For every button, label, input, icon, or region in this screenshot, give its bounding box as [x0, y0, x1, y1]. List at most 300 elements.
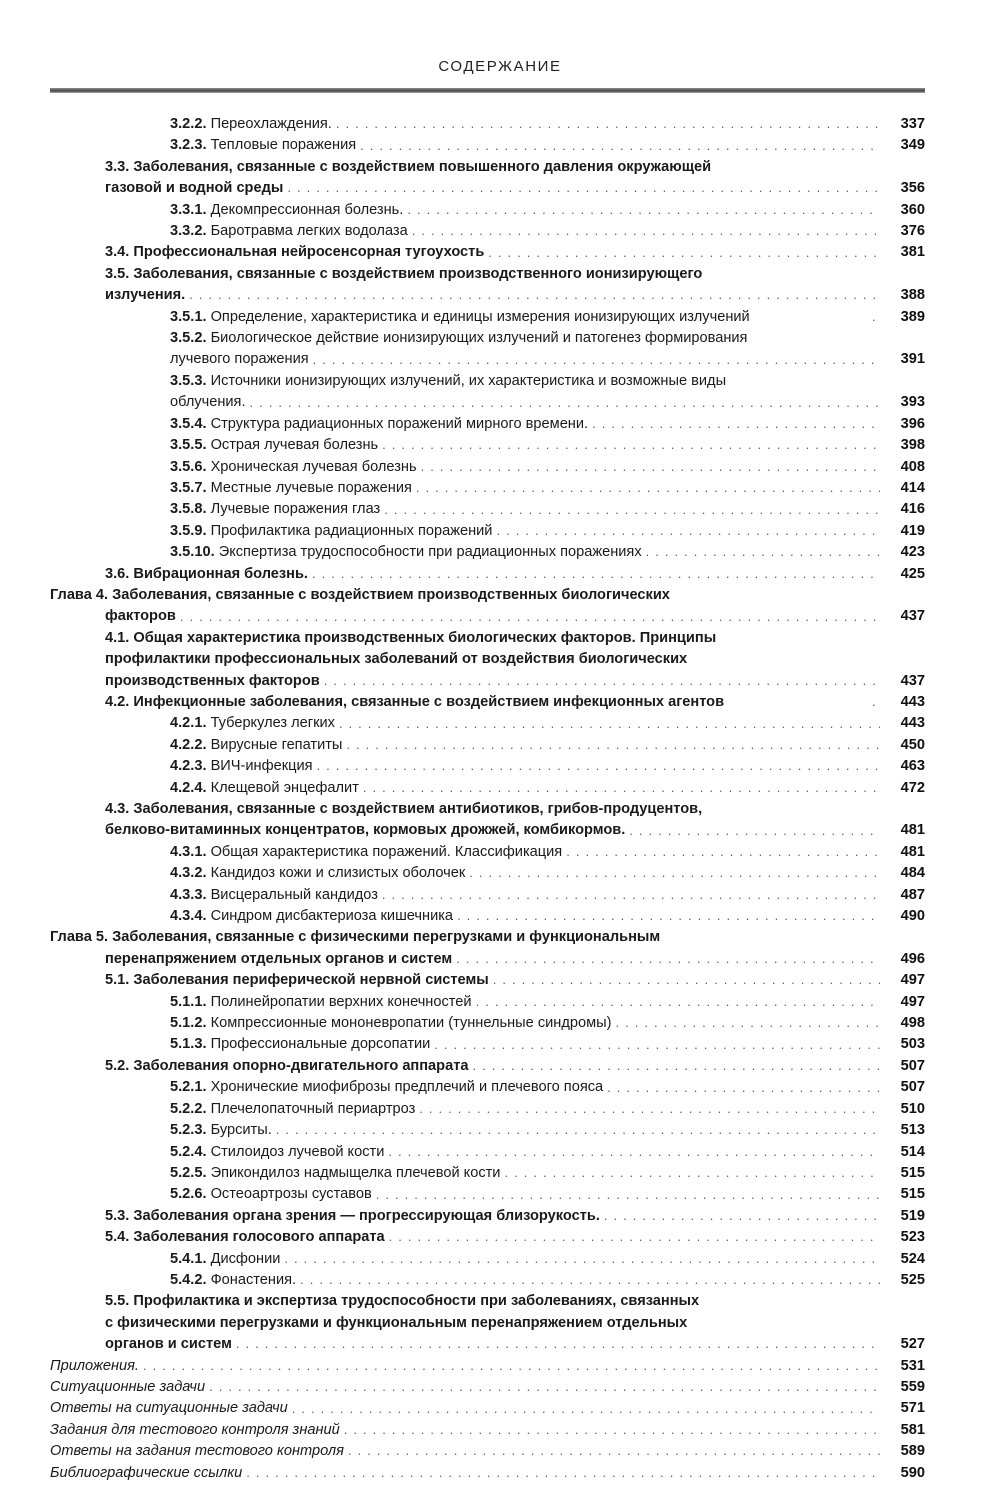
toc-entry-text: Заболевания, связанные с воздействием повышенного давления окружающей: [133, 158, 712, 175]
toc-entry-text: Кандидоз кожи и слизистых оболочек: [210, 865, 466, 882]
toc-leader-dots: [407, 206, 880, 221]
toc-entry[interactable]: [50, 1377, 925, 1398]
toc-entry[interactable]: [50, 1334, 925, 1355]
toc-entry-label: [170, 371, 726, 392]
toc-entry-label: [105, 671, 320, 692]
toc-entry-label: [105, 949, 452, 970]
toc-page-number: 525: [900, 1271, 925, 1288]
toc-leader-dots: [180, 613, 880, 628]
toc-entry-number: 3.5.3.: [170, 372, 207, 389]
toc-leader-dots: [646, 549, 880, 564]
toc-entry-label: [170, 114, 332, 135]
toc-entry-label: [105, 1334, 232, 1355]
toc-leader-dots: [419, 1106, 880, 1121]
toc-entry[interactable]: [50, 1441, 925, 1462]
toc-entry-text: Баротравма легких водолаза: [210, 223, 408, 240]
toc-entry[interactable]: [50, 157, 925, 178]
toc-page-number: 514: [900, 1143, 925, 1160]
toc-leader-dots: [236, 1341, 880, 1356]
toc-leader-dots: [388, 1148, 880, 1163]
toc-entry-label: [105, 264, 702, 285]
toc-entry-text: Структура радиационных поражений мирного времени.: [210, 415, 589, 432]
toc-entry-label: [105, 820, 625, 841]
toc-entry-label: [50, 585, 670, 606]
toc-page-number: 519: [900, 1207, 925, 1224]
toc-leader-dots: [592, 421, 880, 436]
toc-entry-number: 4.3.2.: [170, 865, 207, 882]
toc-entry-number: 5.4.1.: [170, 1250, 207, 1267]
toc-entry[interactable]: [50, 799, 925, 820]
toc-entry-number: 3.6.: [105, 565, 130, 582]
toc-entry[interactable]: [50, 135, 925, 156]
toc-entry[interactable]: [50, 264, 925, 285]
toc-entry-number: 3.2.3.: [170, 137, 207, 154]
toc-leader-dots: [434, 1041, 880, 1056]
toc-leader-dots: [382, 891, 880, 906]
toc-entry-number: 5.2.3.: [170, 1122, 207, 1139]
toc-entry-number: 3.4.: [105, 244, 130, 261]
toc-entry-number: 5.5.: [105, 1293, 130, 1310]
toc-entry-label: [105, 1313, 687, 1334]
toc-entry-text: Ответы на задания тестового контроля: [50, 1443, 344, 1460]
toc-leader-dots: [317, 763, 880, 778]
toc-entry-text: факторов: [105, 608, 176, 625]
toc-entry[interactable]: [50, 1291, 925, 1312]
toc-entry-text: Определение, характеристика и единицы измерения ионизирующих излучений: [210, 308, 750, 325]
toc-leader-dots: [607, 1084, 880, 1099]
toc-leader-dots: [324, 677, 880, 692]
toc-page-number: 463: [900, 758, 925, 775]
toc-entry-label: [170, 221, 408, 242]
toc-entry-label: [50, 1441, 344, 1462]
toc-entry-number: 3.3.1.: [170, 201, 207, 218]
toc-entry-text: Лучевые поражения глаз: [210, 501, 381, 518]
toc-leader-dots: [384, 506, 880, 521]
toc-entry-number: 3.5.2.: [170, 330, 207, 347]
toc-leader-dots: [360, 142, 880, 157]
toc-entry-label: [105, 285, 185, 306]
toc-entry-text: Клещевой энцефалит: [210, 779, 359, 796]
toc-page-number: 437: [900, 608, 925, 625]
toc-entry[interactable]: [50, 927, 925, 948]
toc-entry[interactable]: [50, 521, 925, 542]
toc-entry-number: 3.5.4.: [170, 415, 207, 432]
toc-entry[interactable]: [50, 649, 925, 670]
toc-entry[interactable]: [50, 499, 925, 520]
toc-entry-label: [50, 1463, 242, 1484]
toc-page-number: 391: [900, 351, 925, 368]
toc-entry-number: 3.5.8.: [170, 501, 207, 518]
toc-entry[interactable]: [50, 478, 925, 499]
toc-leader-dots: [706, 271, 880, 286]
toc-entry-number: 5.1.1.: [170, 993, 207, 1010]
toc-leader-dots: [504, 1170, 880, 1185]
toc-entry-label: [170, 200, 403, 221]
toc-entry-text: Общая характеристика производственных биологических факторов. Принципы: [133, 629, 717, 646]
toc-entry-number: 3.3.: [105, 158, 130, 175]
toc-entry-label: [50, 1356, 139, 1377]
toc-page-number: 531: [900, 1357, 925, 1374]
toc-leader-dots: [664, 934, 880, 949]
toc-entry-number: 4.2.4.: [170, 779, 207, 796]
toc-page-number: 590: [900, 1464, 925, 1481]
toc-entry-text: Заболевания органа зрения — прогрессирующая близорукость.: [133, 1207, 600, 1224]
toc-entry-text: Компрессионные мононевропатии (туннельные синдромы): [210, 1015, 612, 1032]
toc-leader-dots: [344, 1427, 880, 1442]
toc-entry-label: [170, 349, 309, 370]
toc-leader-dots: [469, 870, 880, 885]
toc-entry-text: перенапряжением отдельных органов и систем: [105, 950, 453, 967]
toc-leader-dots: [284, 1255, 880, 1270]
toc-entry[interactable]: [50, 435, 925, 456]
toc-entry-label: [170, 435, 378, 456]
toc-page-number: 481: [900, 843, 925, 860]
header-divider-rule: [50, 88, 925, 93]
toc-entry-label: [105, 692, 724, 713]
toc-page-number: 589: [900, 1443, 925, 1460]
toc-page-number: 425: [900, 565, 925, 582]
toc-entry[interactable]: [50, 542, 925, 563]
toc-entry-text: Профилактика радиационных поражений: [210, 522, 493, 539]
toc-entry-text: Заболевания, связанные с воздействием производственных биологических: [112, 586, 670, 603]
toc-entry-text: Острая лучевая болезнь: [210, 437, 379, 454]
toc-entry-number: 3.2.2.: [170, 116, 207, 132]
toc-entry[interactable]: [50, 713, 925, 734]
toc-entry[interactable]: [50, 1270, 925, 1291]
toc-leader-dots: [456, 956, 880, 971]
toc-leader-dots: [250, 399, 880, 414]
toc-leader-dots: [476, 998, 880, 1013]
toc-entry-label: [105, 1291, 699, 1312]
toc-entry-text: Заболевания голосового аппарата: [133, 1229, 385, 1246]
toc-page-number: 523: [900, 1229, 925, 1246]
toc-entry[interactable]: [50, 1249, 925, 1270]
toc-page-number: 416: [900, 501, 925, 518]
toc-page-number: 559: [900, 1378, 925, 1395]
toc-entry[interactable]: [50, 392, 925, 413]
toc-entry-text: Библиографические ссылки: [50, 1464, 243, 1481]
toc-entry[interactable]: [50, 628, 925, 649]
toc-entry-number: 5.2.6.: [170, 1186, 207, 1203]
toc-page-number: 497: [900, 972, 925, 989]
toc-page-number: 376: [900, 223, 925, 240]
toc-entry-text: Бурситы.: [210, 1122, 272, 1139]
toc-page-number: 497: [900, 993, 925, 1010]
toc-entry-number: Глава 5.: [50, 929, 109, 946]
toc-entry[interactable]: [50, 842, 925, 863]
toc-entry-text: Хронические миофиброзы предплечий и плечевого пояса: [210, 1079, 604, 1096]
page-header-title: СОДЕРЖАНИЕ: [438, 58, 562, 75]
toc-entry[interactable]: [50, 1420, 925, 1441]
toc-entry-label: [170, 499, 380, 520]
toc-page-number: 507: [900, 1057, 925, 1074]
toc-leader-dots: [615, 1020, 880, 1035]
toc-entry-number: 3.5.10.: [170, 544, 215, 561]
toc-entry-label: [170, 906, 453, 927]
toc-entry-number: 5.1.3.: [170, 1036, 207, 1053]
toc-page-number: 443: [900, 715, 925, 732]
toc-entry[interactable]: [50, 863, 925, 884]
toc-entry[interactable]: [50, 1463, 925, 1484]
toc-leader-dots: [287, 185, 880, 200]
toc-entry-label: [50, 1420, 340, 1441]
toc-leader-dots: [336, 121, 880, 136]
toc-entry-label: [50, 1377, 205, 1398]
toc-entry[interactable]: [50, 992, 925, 1013]
toc-leader-dots: [376, 1191, 880, 1206]
toc-entry-text: Местные лучевые поражения: [210, 479, 412, 496]
toc-entry-text: Ответы на ситуационные задачи: [50, 1400, 288, 1417]
toc-entry[interactable]: [50, 735, 925, 756]
toc-leader-dots: [348, 1448, 880, 1463]
toc-entry-text: белково-витаминных концентратов, кормовых дрожжей, комбикормов.: [105, 822, 626, 839]
toc-leader-dots: [566, 849, 880, 864]
toc-page-number: 393: [900, 394, 925, 411]
toc-entry-label: [105, 799, 702, 820]
toc-entry-label: [170, 1249, 280, 1270]
toc-entry-text: производственных факторов: [105, 672, 320, 689]
toc-entry-number: 3.5.6.: [170, 458, 207, 475]
toc-entry-number: 4.2.1.: [170, 715, 207, 732]
toc-entry-label: [170, 1034, 430, 1055]
toc-entry[interactable]: [50, 307, 925, 328]
toc-entry-text: Инфекционные заболевания, связанные с воздействием инфекционных агентов: [133, 693, 725, 710]
toc-entry[interactable]: [50, 1013, 925, 1034]
toc-leader-dots: [706, 806, 880, 821]
toc-entry-number: 4.3.: [105, 801, 130, 817]
toc-page-number: 527: [900, 1336, 925, 1353]
toc-entry[interactable]: [50, 778, 925, 799]
toc-leader-dots: [346, 742, 880, 757]
toc-entry-text: Задания для тестового контроля знаний: [50, 1421, 340, 1438]
toc-leader-dots: [209, 1384, 880, 1399]
toc-entry-label: [170, 735, 342, 756]
toc-entry[interactable]: [50, 242, 925, 263]
toc-entry-number: 3.3.2.: [170, 223, 207, 240]
toc-entry-label: [105, 649, 687, 670]
toc-page-number: 507: [900, 1079, 925, 1096]
toc-entry-number: 5.2.: [105, 1057, 130, 1074]
toc-page-number: 487: [900, 886, 925, 903]
toc-entry-text: Тепловые поражения: [210, 137, 357, 154]
toc-entry-label: [105, 1056, 468, 1077]
toc-entry[interactable]: [50, 1099, 925, 1120]
toc-leader-dots: [189, 292, 880, 307]
toc-entry[interactable]: [50, 692, 925, 713]
toc-entry-label: [105, 178, 283, 199]
toc-entry-label: [105, 1206, 600, 1227]
toc-entry-number: 5.2.4.: [170, 1143, 207, 1160]
toc-entry-label: [170, 863, 465, 884]
toc-entry-text: Профессиональная нейросенсорная тугоухость: [133, 244, 485, 261]
toc-entry-label: [170, 1184, 372, 1205]
toc-entry[interactable]: [50, 1142, 925, 1163]
toc-page-number: 414: [900, 479, 925, 496]
toc-entry-label: [170, 1270, 296, 1291]
toc-entry[interactable]: [50, 949, 925, 970]
toc-page-number: 398: [900, 437, 925, 454]
toc-entry-label: [170, 1120, 272, 1141]
toc-entry-number: 5.4.2.: [170, 1271, 207, 1288]
toc-entry[interactable]: [50, 1398, 925, 1419]
toc-entry-text: Остеоартрозы суставов: [210, 1186, 372, 1203]
toc-leader-dots: [246, 1469, 880, 1484]
toc-entry-text: Заболевания, связанные с воздействием антибиотиков, грибов-продуцентов,: [133, 801, 703, 817]
toc-leader-dots: [457, 913, 880, 928]
toc-page-number: 503: [900, 1036, 925, 1053]
toc-entry-number: 5.2.2.: [170, 1100, 207, 1117]
toc-entry[interactable]: [50, 285, 925, 306]
toc-page-number: 450: [900, 736, 925, 753]
toc-page-number: 419: [900, 522, 925, 539]
toc-page-number: 496: [900, 950, 925, 967]
toc-entry-text: Ситуационные задачи: [50, 1378, 206, 1395]
toc-entry-label: [170, 478, 412, 499]
toc-entry-label: [170, 1013, 611, 1034]
toc-entry[interactable]: [50, 1227, 925, 1248]
toc-entry-text: Стилоидоз лучевой кости: [210, 1143, 385, 1160]
toc-page-number: 513: [900, 1122, 925, 1139]
toc-entry[interactable]: [50, 820, 925, 841]
toc-entry-label: [170, 457, 417, 478]
toc-entry-label: [105, 564, 308, 585]
toc-entry[interactable]: [50, 885, 925, 906]
toc-entry-number: 5.1.: [105, 972, 130, 989]
toc-entry[interactable]: [50, 457, 925, 478]
toc-leader-dots: [416, 485, 880, 500]
toc-leader-dots: [472, 1063, 880, 1078]
toc-page-number: 484: [900, 865, 925, 882]
toc-entry[interactable]: [50, 1313, 925, 1334]
toc-entry[interactable]: [50, 114, 925, 135]
toc-entry-text: Заболевания, связанные с физическими перегрузками и функциональным: [112, 929, 661, 946]
toc-page-number: 389: [900, 308, 925, 325]
toc-entry[interactable]: [50, 349, 925, 370]
toc-entry[interactable]: [50, 1056, 925, 1077]
toc-entry-label: [170, 542, 642, 563]
toc-entry[interactable]: [50, 371, 925, 392]
toc-entry[interactable]: [50, 178, 925, 199]
toc-entry-text: Переохлаждения.: [210, 116, 332, 132]
toc-entry-number: 4.2.3.: [170, 758, 207, 775]
toc-entry-text: Экспертиза трудоспособности при радиационных поражениях: [218, 544, 642, 561]
toc-entry[interactable]: [50, 200, 925, 221]
toc-entry-number: 3.5.7.: [170, 479, 207, 496]
toc-page-number: 524: [900, 1250, 925, 1267]
toc-leader-dots: [300, 1277, 880, 1292]
toc-page-number: 360: [900, 201, 925, 218]
toc-entry[interactable]: [50, 414, 925, 435]
toc-entry-text: Плечелопаточный периартроз: [210, 1100, 416, 1117]
toc-page-number: 510: [900, 1100, 925, 1117]
toc-entry-label: [105, 628, 716, 649]
toc-entry-label: [170, 756, 313, 777]
toc-entry-label: [105, 606, 176, 627]
toc-entry-label: [170, 778, 359, 799]
toc-entry-number: 3.5.: [105, 265, 130, 282]
toc-entry-text: с физическими перегрузками и функциональным перенапряжением отдельных: [105, 1314, 688, 1331]
toc-leader-dots: [872, 313, 880, 328]
toc-entry-number: 4.3.1.: [170, 843, 207, 860]
toc-entry-number: 4.3.4.: [170, 908, 207, 925]
toc-entry-number: 3.5.1.: [170, 308, 207, 325]
toc-entry-text: Эпикондилоз надмыщелка плечевой кости: [210, 1164, 501, 1181]
toc-entry[interactable]: [50, 585, 925, 606]
toc-entry-label: [170, 1163, 500, 1184]
toc-entry-text: Туберкулез легких: [210, 715, 335, 732]
toc-leader-dots: [363, 784, 880, 799]
toc-entry[interactable]: [50, 756, 925, 777]
toc-entry-label: [170, 328, 747, 349]
toc-leader-dots: [493, 977, 880, 992]
toc-leader-dots: [382, 442, 880, 457]
toc-entry-label: [50, 927, 660, 948]
toc-entry[interactable]: [50, 328, 925, 349]
toc-leader-dots: [421, 463, 880, 478]
toc-entry[interactable]: [50, 606, 925, 627]
toc-entry-label: [170, 135, 356, 156]
toc-entry-text: Заболевания, связанные с воздействием производственного ионизирующего: [133, 265, 703, 282]
toc-entry-label: [170, 713, 335, 734]
toc-leader-dots: [872, 699, 880, 714]
toc-entry-number: 4.2.: [105, 693, 130, 710]
toc-entry-text: Общая характеристика поражений. Классификация: [210, 843, 563, 860]
toc-entry-label: [105, 970, 489, 991]
toc-entry-text: Фонастения.: [210, 1271, 297, 1288]
toc-entry-label: [170, 842, 562, 863]
toc-entry-text: Профессиональные дорсопатии: [210, 1036, 431, 1053]
toc-entry-text: излучения.: [105, 287, 186, 304]
toc-entry-text: Полинейропатии верхних конечностей: [210, 993, 472, 1010]
toc-leader-dots: [703, 1298, 880, 1313]
toc-entry-text: профилактики профессиональных заболеваний от воздействия биологических: [105, 651, 688, 668]
toc-leader-dots: [751, 335, 880, 350]
toc-leader-dots: [691, 656, 880, 671]
toc-entry-label: [170, 992, 472, 1013]
toc-leader-dots: [313, 356, 880, 371]
toc-entry[interactable]: [50, 1163, 925, 1184]
toc-entry[interactable]: [50, 906, 925, 927]
table-of-contents-list: [50, 114, 925, 1484]
toc-entry-text: Декомпрессионная болезнь.: [210, 201, 404, 218]
toc-entry-number: 4.2.2.: [170, 736, 207, 753]
toc-leader-dots: [720, 635, 880, 650]
toc-entry-text: Источники ионизирующих излучений, их характеристика и возможные виды: [210, 372, 727, 389]
toc-entry[interactable]: [50, 1077, 925, 1098]
toc-entry-label: [170, 1142, 384, 1163]
toc-page-number: 571: [900, 1400, 925, 1417]
toc-leader-dots: [312, 570, 880, 585]
toc-entry-number: Глава 4.: [50, 586, 109, 603]
toc-entry[interactable]: [50, 1206, 925, 1227]
toc-page-number: 490: [900, 908, 925, 925]
toc-entry[interactable]: [50, 221, 925, 242]
toc-entry[interactable]: [50, 1034, 925, 1055]
toc-entry-label: [170, 392, 246, 413]
toc-entry-text: Приложения.: [50, 1357, 139, 1374]
toc-entry-text: Биологическое действие ионизирующих излучений и патогенез формирования: [210, 330, 748, 347]
toc-leader-dots: [389, 1234, 880, 1249]
toc-entry[interactable]: [50, 970, 925, 991]
toc-entry-label: [170, 1099, 415, 1120]
toc-entry-label: [170, 414, 588, 435]
toc-entry[interactable]: [50, 1184, 925, 1205]
toc-entry[interactable]: [50, 564, 925, 585]
toc-entry[interactable]: [50, 671, 925, 692]
toc-entry[interactable]: [50, 1356, 925, 1377]
toc-entry-text: Вибрационная болезнь.: [133, 565, 308, 582]
toc-entry[interactable]: [50, 1120, 925, 1141]
